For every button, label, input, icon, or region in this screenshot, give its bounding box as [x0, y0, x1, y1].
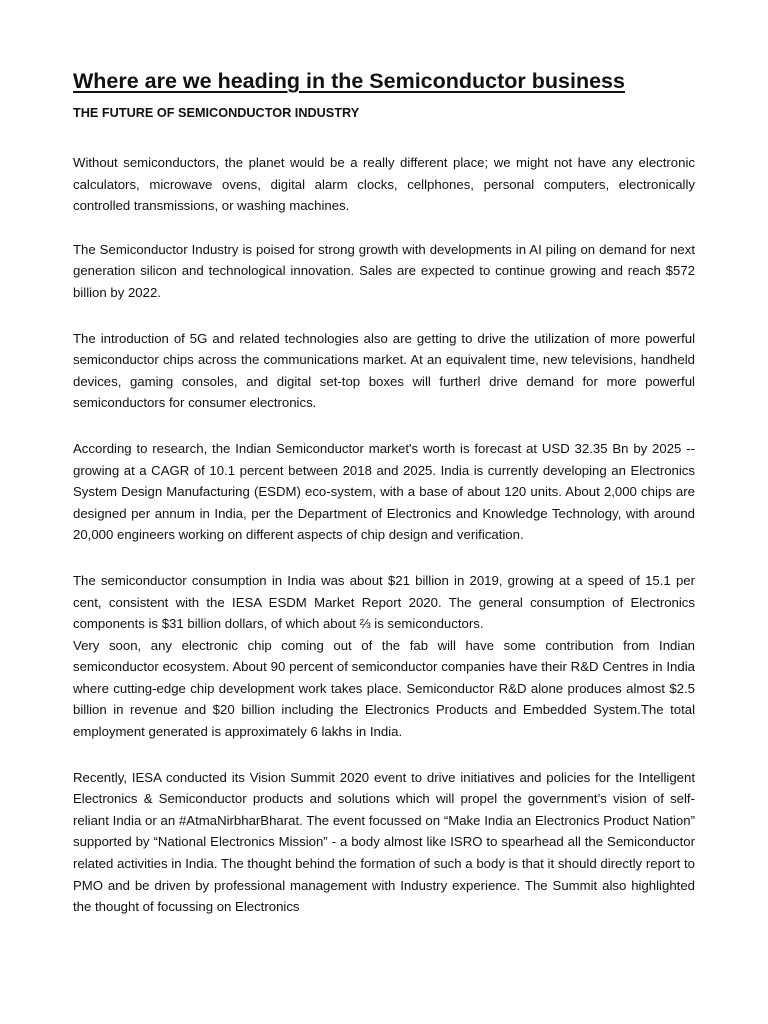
document-subtitle: THE FUTURE OF SEMICONDUCTOR INDUSTRY	[73, 106, 360, 120]
paragraph-vision-summit: Recently, IESA conducted its Vision Summit 2020 event to drive initiatives and policies for the Intelligent Electronics & Semiconductor products and solutions which will propel the government’s vision of self-reliant India or an #AtmaNirbharBharat. The event focussed on “Make India an Electronics Product Nation” supported by “National Electronics Mission” - a body almost like ISRO to spearhead all the Semiconductor related activities in India. The thought behind the formation of such a body is that it should directly report to PMO and be driven by professional management with Industry experience. The Summit also highlighted the thought of focussing on Electronics	[73, 769, 695, 915]
paragraph-intro: Without semiconductors, the planet would be a really different place; we might not have any electronic calculators, microwave ovens, digital alarm clocks, cellphones, personal computers, electronically controlled transmissions, or washing machines.	[73, 155, 695, 214]
paragraph-consumption: The semiconductor consumption in India was about $21 billion in 2019, growing at a speed of 15.1 per cent, consistent with the IESA ESDM Market Report 2020. The general consumption of Electronics components is $31 billion dollars, of which about ⅔ is semiconductors.	[73, 572, 695, 632]
document-title: Where are we heading in the Semiconductor business	[73, 69, 625, 93]
paragraph-industry-growth: The Semiconductor Industry is poised for strong growth with developments in AI piling on demand for next generation silicon and technological innovation. Sales are expected to continue growing and reach $572 billion by 2022.	[73, 241, 695, 300]
paragraph-5g: The introduction of 5G and related technologies also are getting to drive the utilization of more powerful semiconductor chips across the communications market. At an equivalent time, new televisions, handheld devices, gaming consoles, and digital set-top boxes will furtherl drive demand for more powerful semiconductors for consumer electronics.	[73, 330, 695, 411]
paragraph-indian-market: According to research, the Indian Semiconductor market's worth is forecast at USD 32.35 Bn by 2025 -- growing at a CAGR of 10.1 percent between 2018 and 2025. India is currently developing an Electronics System Design Manufacturing (ESDM) eco-system, with a base of about 120 units. About 2,000 chips are designed per annum in India, per the Department of Electronics and Knowledge Technology, with around 20,000 engineers working on different aspects of chip design and verification.	[73, 440, 695, 543]
paragraph-ecosystem: Very soon, any electronic chip coming out of the fab will have some contribution from Indian semiconductor ecosystem. About 90 percent of semiconductor companies have their R&D Centres in India where cutting-edge chip development work takes place. Semiconductor R&D alone produces almost $2.5 billion in revenue and $20 billion including the Electronics Products and Embedded System.The total employment generated is approximately 6 lakhs in India.	[73, 637, 695, 740]
